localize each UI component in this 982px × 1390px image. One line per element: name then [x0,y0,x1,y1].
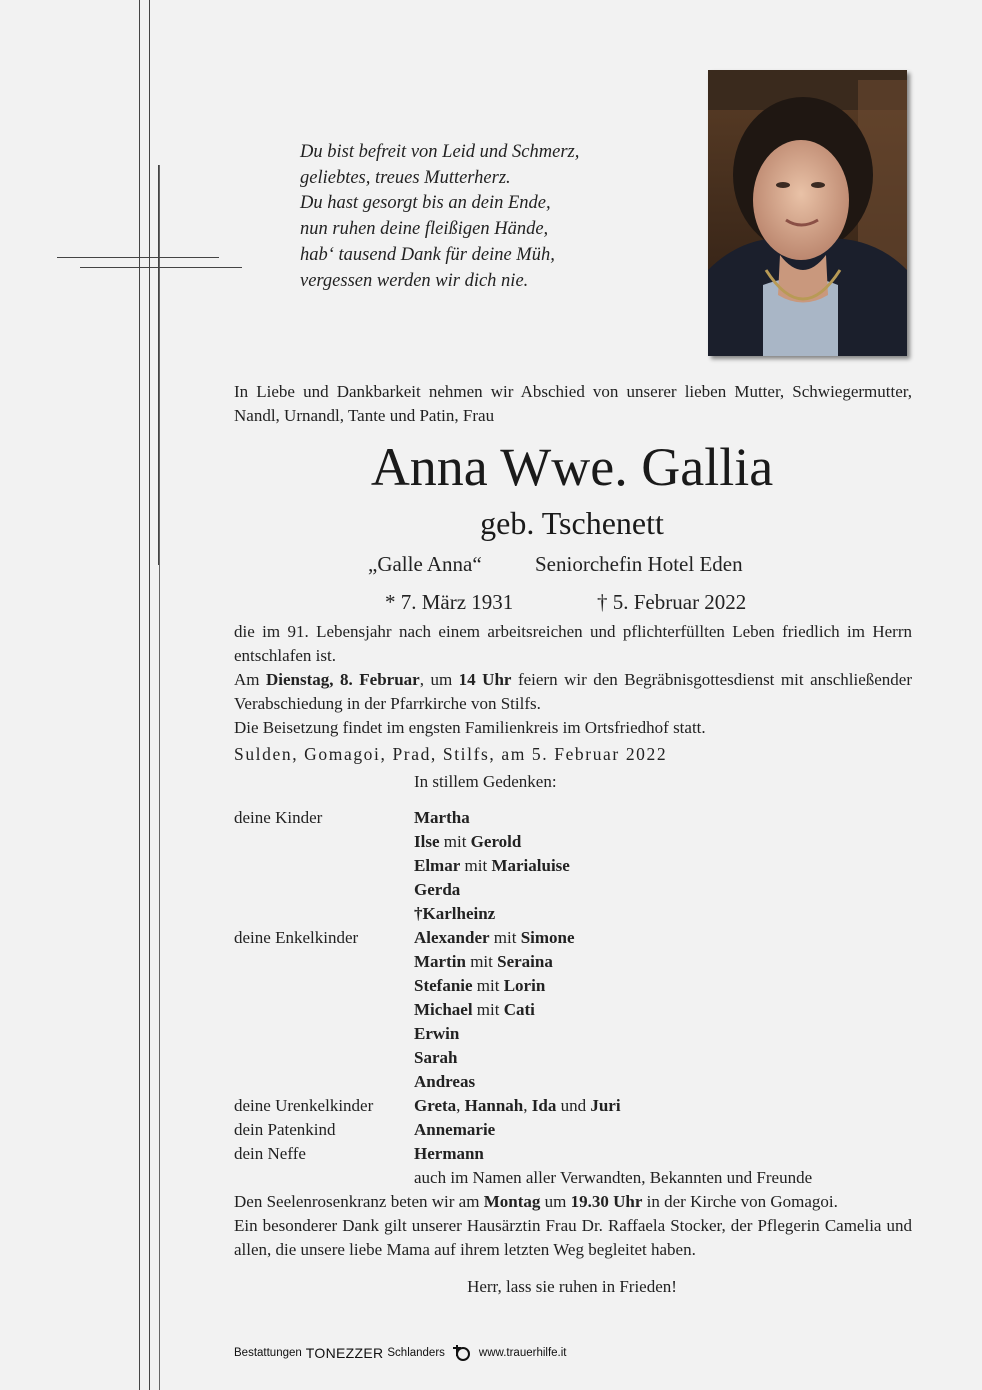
portrait-photo [708,70,907,356]
poem-line: Du hast gesorgt bis an dein Ende, [300,193,551,214]
maiden-name: geb. Tschenett [480,505,664,541]
border-line-right [149,0,150,1390]
family-member: Elmar mit Marialuise [414,856,570,875]
place-date: Sulden, Gomagoi, Prad, Stilfs, am 5. Februar 2022 [234,744,668,764]
family-member: Sarah [414,1048,458,1067]
poem-line: hab‘ tausend Dank für deine Müh, [300,244,555,265]
poem-line: vergessen werden wir dich nie. [300,270,529,291]
family-label: dein Neffe [234,1144,306,1163]
nickname: „Galle Anna“ [368,552,482,576]
family-label: deine Kinder [234,808,323,827]
family-label: deine Urenkelkinder [234,1096,374,1115]
gedenken-heading: In stillem Gedenken: [414,772,557,791]
service-time: 14 Uhr [458,670,512,689]
birth-date: * 7. März 1931 [385,590,514,614]
intro-text: In Liebe und Dankbarkeit nehmen wir Abschied von unserer lieben Mutter, Schwiegermutter, Nandl, Urnandl, Tante und Patin, Frau [234,382,912,425]
poem-line: geliebtes, treues Mutterherz. [300,167,511,188]
family-member: Andreas [414,1072,476,1091]
body-paragraph-1: die im 91. Lebensjahr nach einem arbeitsreichen und pflichterfüllten Leben friedlich im Herrn entschlafen ist. [234,622,912,665]
family-member: Greta, Hannah, Ida und Juri [414,1096,621,1115]
family-member: Annemarie [414,1120,496,1139]
poem-line: nun ruhen deine fleißigen Hände, [300,219,549,240]
family-member: Ilse mit Gerold [414,832,522,851]
deceased-name: Anna Wwe. Gallia [370,437,774,497]
family-member: Michael mit Cati [414,1000,535,1019]
family-label: deine Enkelkinder [234,928,359,947]
rip-line: Herr, lass sie ruhen in Frieden! [467,1277,677,1296]
rosary-line: Den Seelenrosenkranz beten wir am Montag um 19.30 Uhr in der Kirche von Gomagoi. [234,1192,838,1211]
footer-prefix: Bestattungen [234,1347,302,1359]
family-label: dein Patenkind [234,1120,336,1139]
relatives-line: auch im Namen aller Verwandten, Bekannten und Freunde [414,1168,813,1187]
footer-url: www.trauerhilfe.it [478,1347,567,1359]
family-member: Martha [414,808,470,827]
body-paragraph-2: Am Dienstag, 8. Februar, um 14 Uhr feiern wir den Begräbnisgottesdienst mit anschließender Verabschiedung in der Pfarrkirche von Stilfs. [234,670,913,713]
service-day: Dienstag, 8. Februar [266,670,420,689]
border-line-left [139,0,140,1390]
thanks-paragraph: Ein besonderer Dank gilt unserer Hausärztin Frau Dr. Raffaela Stocker, der Pflegerin Camelia und allen, die unsere liebe Mama auf ihrem letzten Weg begleitet haben. [234,1216,912,1259]
family-member: †Karlheinz [414,904,496,923]
trauerhilfe-logo-icon [451,1344,473,1362]
closing-text [234,1190,912,1262]
poem-line: Du bist befreit von Leid und Schmerz, [300,142,580,162]
role: Seniorchefin Hotel Eden [535,552,743,576]
family-member: Hermann [414,1144,484,1163]
death-date: † 5. Februar 2022 [597,590,747,614]
footer [234,1344,566,1362]
family-member: Stefanie mit Lorin [414,976,546,995]
family-member: Gerda [414,880,461,899]
body-text [234,620,912,740]
footer-town: Schlanders [387,1347,445,1359]
family-member: Erwin [414,1024,460,1043]
body-paragraph-3: Die Beisetzung findet im engsten Familienkreis im Ortsfriedhof statt. [234,718,706,737]
family-member: Martin mit Seraina [414,952,553,971]
poem [300,140,680,294]
footer-brand: TONEZZER [305,1345,384,1361]
family-member: Alexander mit Simone [414,928,575,947]
